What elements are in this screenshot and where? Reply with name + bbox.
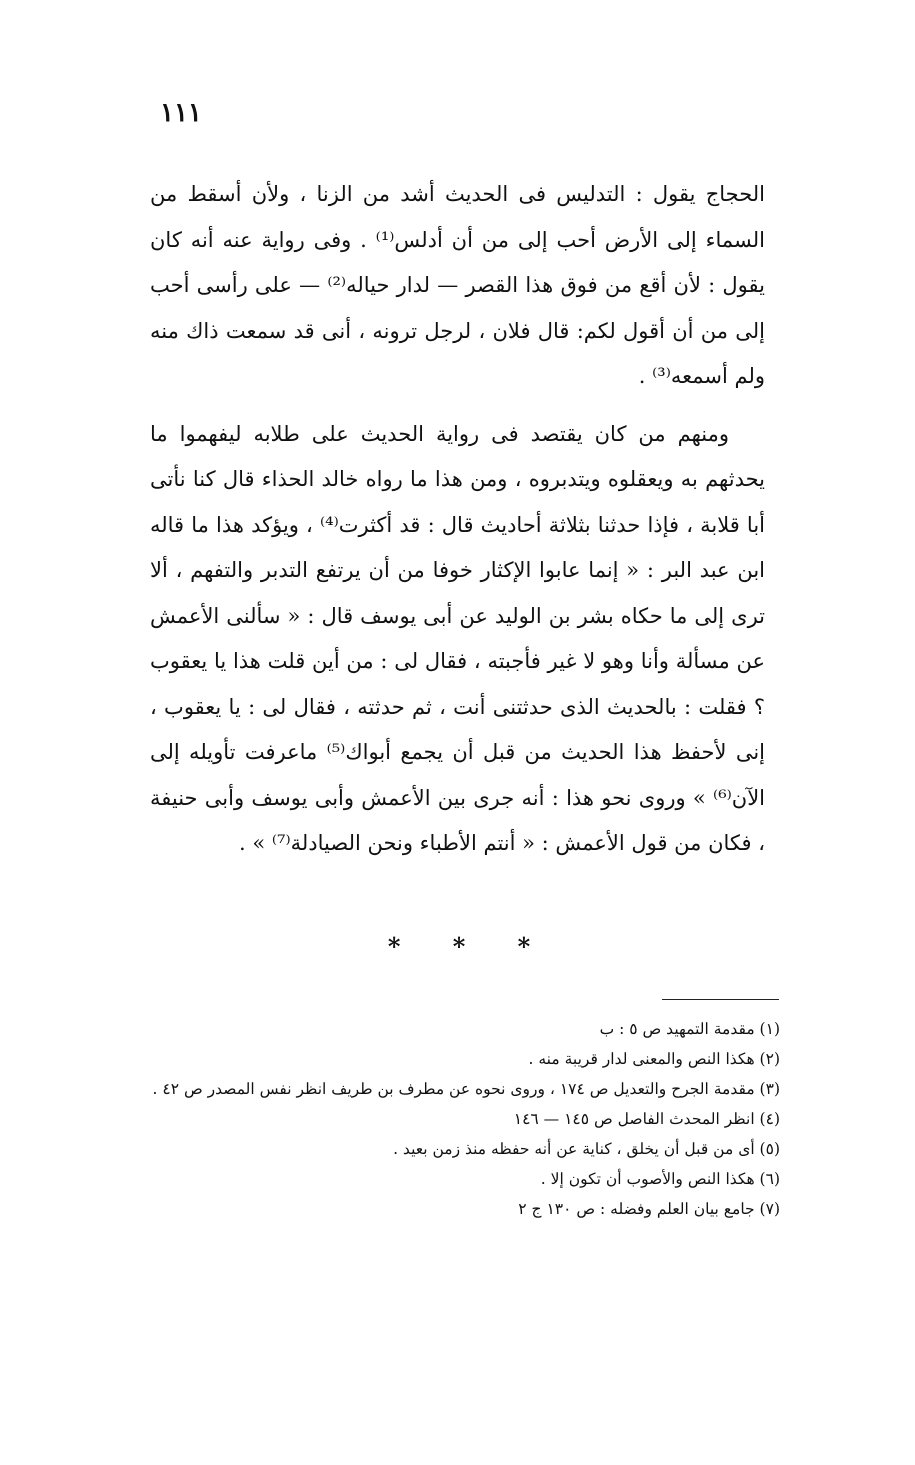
footnote-rule (662, 999, 779, 1000)
footnote-5: (٥) أى من قبل أن يخلق ، كناية عن أنه حفظه منذ زمن بعيد . (393, 1140, 780, 1158)
footnote-1: (١) مقدمة التمهيد ص ٥ : ب (599, 1020, 780, 1038)
footnote-6: (٦) هكذا النص والأصوب أن تكون إلا . (540, 1170, 780, 1188)
footnote-3: (٣) مقدمة الجرح والتعديل ص ١٧٤ ، وروى نحوه عن مطرف بن طريف انظر نفس المصدر ص ٤٢ . (152, 1080, 780, 1098)
section-separator: * * * (387, 932, 553, 961)
paragraph-1: الحجاج يقول : التدليس فى الحديث أشد من الزنا ، ولأن أسقط من السماء إلى الأرض أحب إلى من أن أدلس⁽¹⁾ . وفى رواية عنه أنه كان يقول : لأن أقع من فوق هذا القصر — لدار حياله⁽²⁾ — على رأسى أحب إلى من أن أقول لكم: قال فلان ، لرجل ترونه ، أنى قد سمعت ذاك منه ولم أسمعه⁽³⁾ . (150, 182, 765, 388)
footnote-2: (٢) هكذا النص والمعنى لدار قريبة منه . (528, 1050, 780, 1068)
paragraph-2: ومنهم من كان يقتصد فى رواية الحديث على طلابه ليفهموا ما يحدثهم به ويعقلوه ويتدبروه ، ومن هذا ما رواه خالد الحذاء قال كنا نأتى أبا قلابة ، فإذا حدثنا بثلاثة أحاديث قال : قد أكثرت⁽⁴⁾ ، ويؤكد هذا ما قاله ابن عبد البر : « إنما عابوا الإكثار خوفا من أن يرتفع التدبر والتفهم ، ألا ترى إلى ما حكاه بشر بن الوليد عن أبى يوسف قال : « سألنى الأعمش عن مسألة وأنا وهو لا غير فأجبته ، فقال لى : من أين قلت هذا يا يعقوب ؟ فقلت : بالحديث الذى حدثتنى أنت ، ثم حدثته ، فقال لى : يا يعقوب ، إنى لأحفظ هذا الحديث من قبل أن يجمع أبواك⁽⁵⁾ ماعرفت تأويله إلى الآن⁽⁶⁾ » وروى نحو هذا : أنه جرى بين الأعمش وأبى يوسف وأبى حنيفة ، فكان من قول الأعمش : « أنتم الأطباء ونحن الصيادلة⁽⁷⁾ » . (150, 421, 766, 855)
page-number: ١١١ (160, 98, 202, 128)
body-text (150, 172, 765, 867)
footnotes (150, 1014, 780, 1224)
footnote-7: (٧) جامع بيان العلم وفضله : ص ١٣٠ ج ٢ (518, 1200, 780, 1218)
footnote-4: (٤) انظر المحدث الفاصل ص ١٤٥ — ١٤٦ (513, 1110, 780, 1128)
